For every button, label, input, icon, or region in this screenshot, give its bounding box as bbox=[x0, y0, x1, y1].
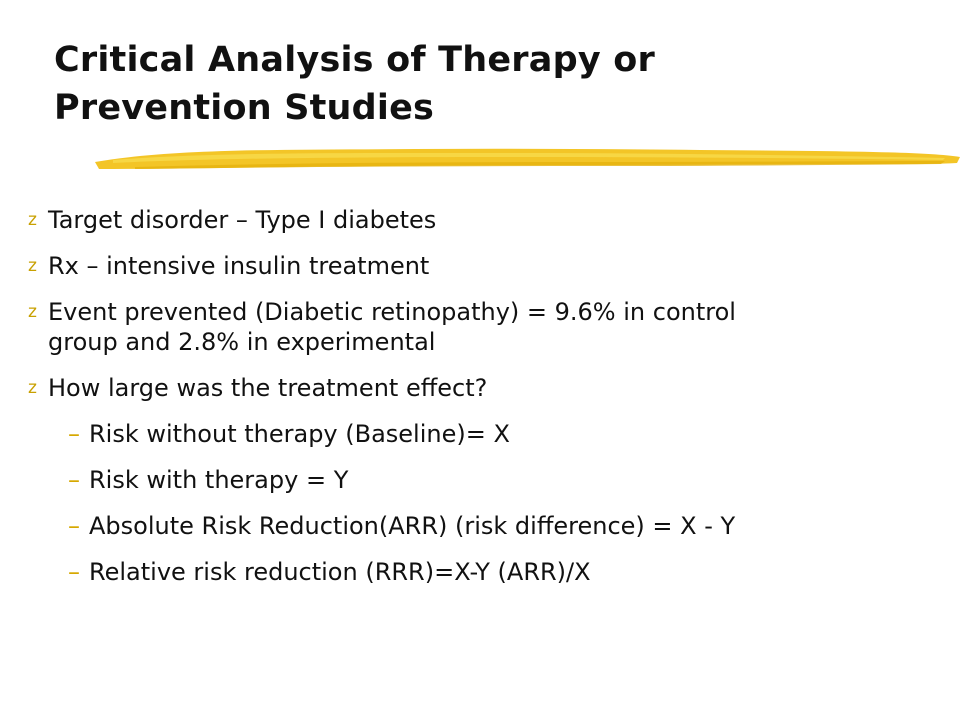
bullet-text: Target disorder – Type I diabetes bbox=[48, 206, 437, 234]
dash-marker-icon: – bbox=[68, 512, 80, 540]
dash-marker-icon: – bbox=[68, 466, 80, 494]
bullet-marker-icon: z bbox=[28, 302, 37, 322]
bullet-item bbox=[28, 251, 928, 281]
bullet-list bbox=[28, 205, 928, 603]
bullet-item bbox=[28, 297, 928, 357]
sub-bullet-item bbox=[28, 511, 928, 541]
dash-marker-icon: – bbox=[68, 558, 80, 586]
bullet-text-line-1: Event prevented (Diabetic retinopathy) = 9.6% in control bbox=[48, 298, 736, 326]
title-underline-brush-stroke bbox=[95, 138, 960, 176]
slide-title bbox=[54, 36, 894, 132]
sub-bullet-text: Risk with therapy = Y bbox=[89, 466, 349, 494]
sub-bullet-text: Relative risk reduction (RRR)=X-Y (ARR)/X bbox=[89, 558, 591, 586]
bullet-item bbox=[28, 205, 928, 235]
sub-bullet-item bbox=[28, 465, 928, 495]
bullet-text: How large was the treatment effect? bbox=[48, 374, 488, 402]
sub-bullet-item bbox=[28, 419, 928, 449]
slide-title-line-2: Prevention Studies bbox=[54, 88, 435, 128]
bullet-marker-icon: z bbox=[28, 256, 37, 276]
dash-marker-icon: – bbox=[68, 420, 80, 448]
bullet-item bbox=[28, 373, 928, 403]
bullet-marker-icon: z bbox=[28, 378, 37, 398]
sub-bullet-item bbox=[28, 557, 928, 587]
bullet-text: Rx – intensive insulin treatment bbox=[48, 252, 430, 280]
bullet-marker-icon: z bbox=[28, 210, 37, 230]
bullet-text-line-2: group and 2.8% in experimental bbox=[48, 328, 436, 356]
sub-bullet-text: Absolute Risk Reduction(ARR) (risk difference) = X - Y bbox=[89, 512, 736, 540]
slide-title-line-1: Critical Analysis of Therapy or bbox=[54, 40, 655, 80]
sub-bullet-text: Risk without therapy (Baseline)= X bbox=[89, 420, 510, 448]
